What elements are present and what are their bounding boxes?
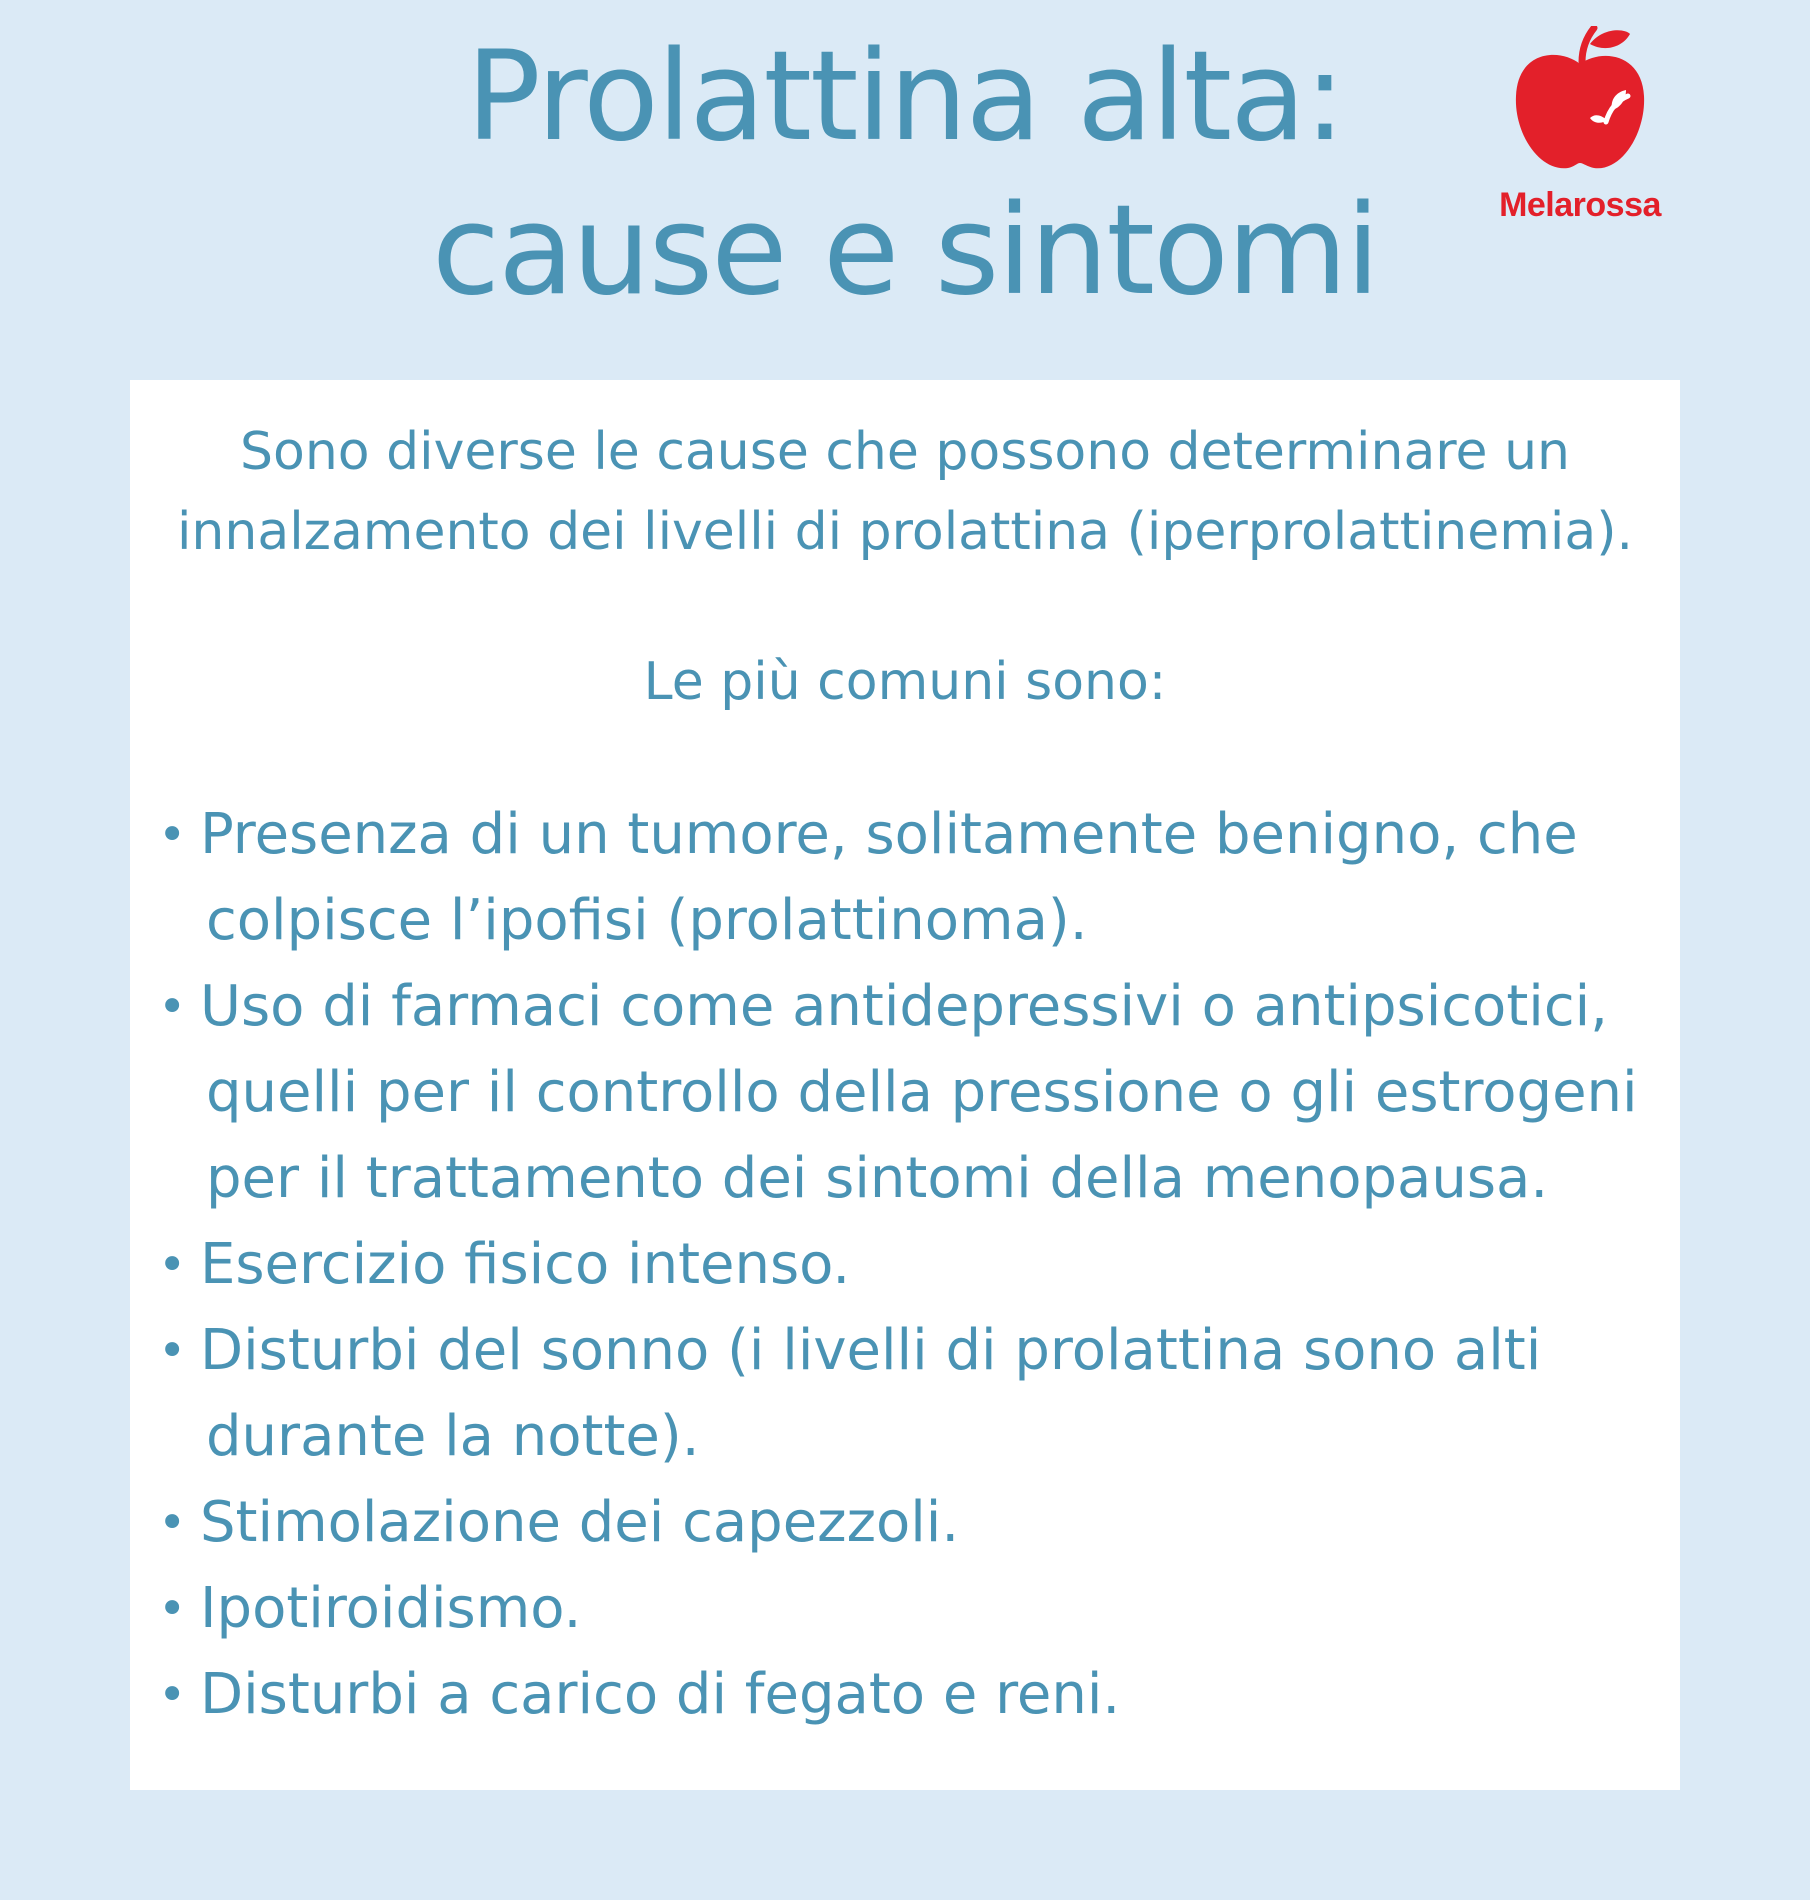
list-item-line: Esercizio fisico intenso.	[200, 1232, 851, 1297]
list-item-line: Presenza di un tumore, solitamente benigno, che	[200, 802, 1578, 867]
list-item-line: Uso di farmaci come antidepressivi o antipsicotici,	[200, 974, 1608, 1039]
title-line: cause e sintomi	[431, 179, 1379, 323]
list-item-line: colpisce l’ipofisi (prolattinoma).	[206, 888, 1088, 953]
list-item-line: Disturbi a carico di fegato e reni.	[200, 1662, 1121, 1727]
list-item-line: Disturbi del sonno (i livelli di prolattina sono alti	[200, 1318, 1542, 1383]
content-card	[130, 380, 1680, 1790]
intro-line: Sono diverse le cause che possono determinare un	[240, 422, 1570, 482]
list-item	[158, 792, 1638, 964]
bullet-icon: •	[158, 1667, 187, 1723]
list-item-line: quelli per il controllo della pressione o gli estrogeni	[206, 1060, 1638, 1125]
brand-name: Melarossa	[1499, 186, 1661, 224]
bullet-icon: •	[158, 1495, 187, 1551]
intro-line: innalzamento dei livelli di prolattina (iperprolattinemia).	[176, 502, 1634, 562]
list-item-line: Stimolazione dei capezzoli.	[200, 1490, 960, 1555]
causes-list	[158, 792, 1638, 1738]
list-item-line: Ipotiroidismo.	[200, 1576, 582, 1641]
melarossa-logo	[1470, 26, 1690, 236]
list-item-line: durante la notte).	[206, 1404, 700, 1469]
apple-icon	[1510, 26, 1650, 176]
intro-text	[170, 412, 1640, 572]
list-item	[158, 1480, 1638, 1566]
bullet-icon: •	[158, 1581, 187, 1637]
bullet-icon: •	[158, 979, 187, 1035]
bullet-icon: •	[158, 1237, 187, 1293]
bullet-icon: •	[158, 807, 187, 863]
list-item	[158, 1652, 1638, 1738]
causes-subheading: Le più comuni sono:	[643, 652, 1167, 712]
list-item	[158, 1222, 1638, 1308]
bullet-icon: •	[158, 1323, 187, 1379]
list-item	[158, 1566, 1638, 1652]
list-item	[158, 1308, 1638, 1480]
page-title	[380, 20, 1430, 328]
list-item	[158, 964, 1638, 1222]
list-item-line: per il trattamento dei sintomi della menopausa.	[206, 1146, 1549, 1211]
title-line: Prolattina alta:	[466, 25, 1344, 169]
